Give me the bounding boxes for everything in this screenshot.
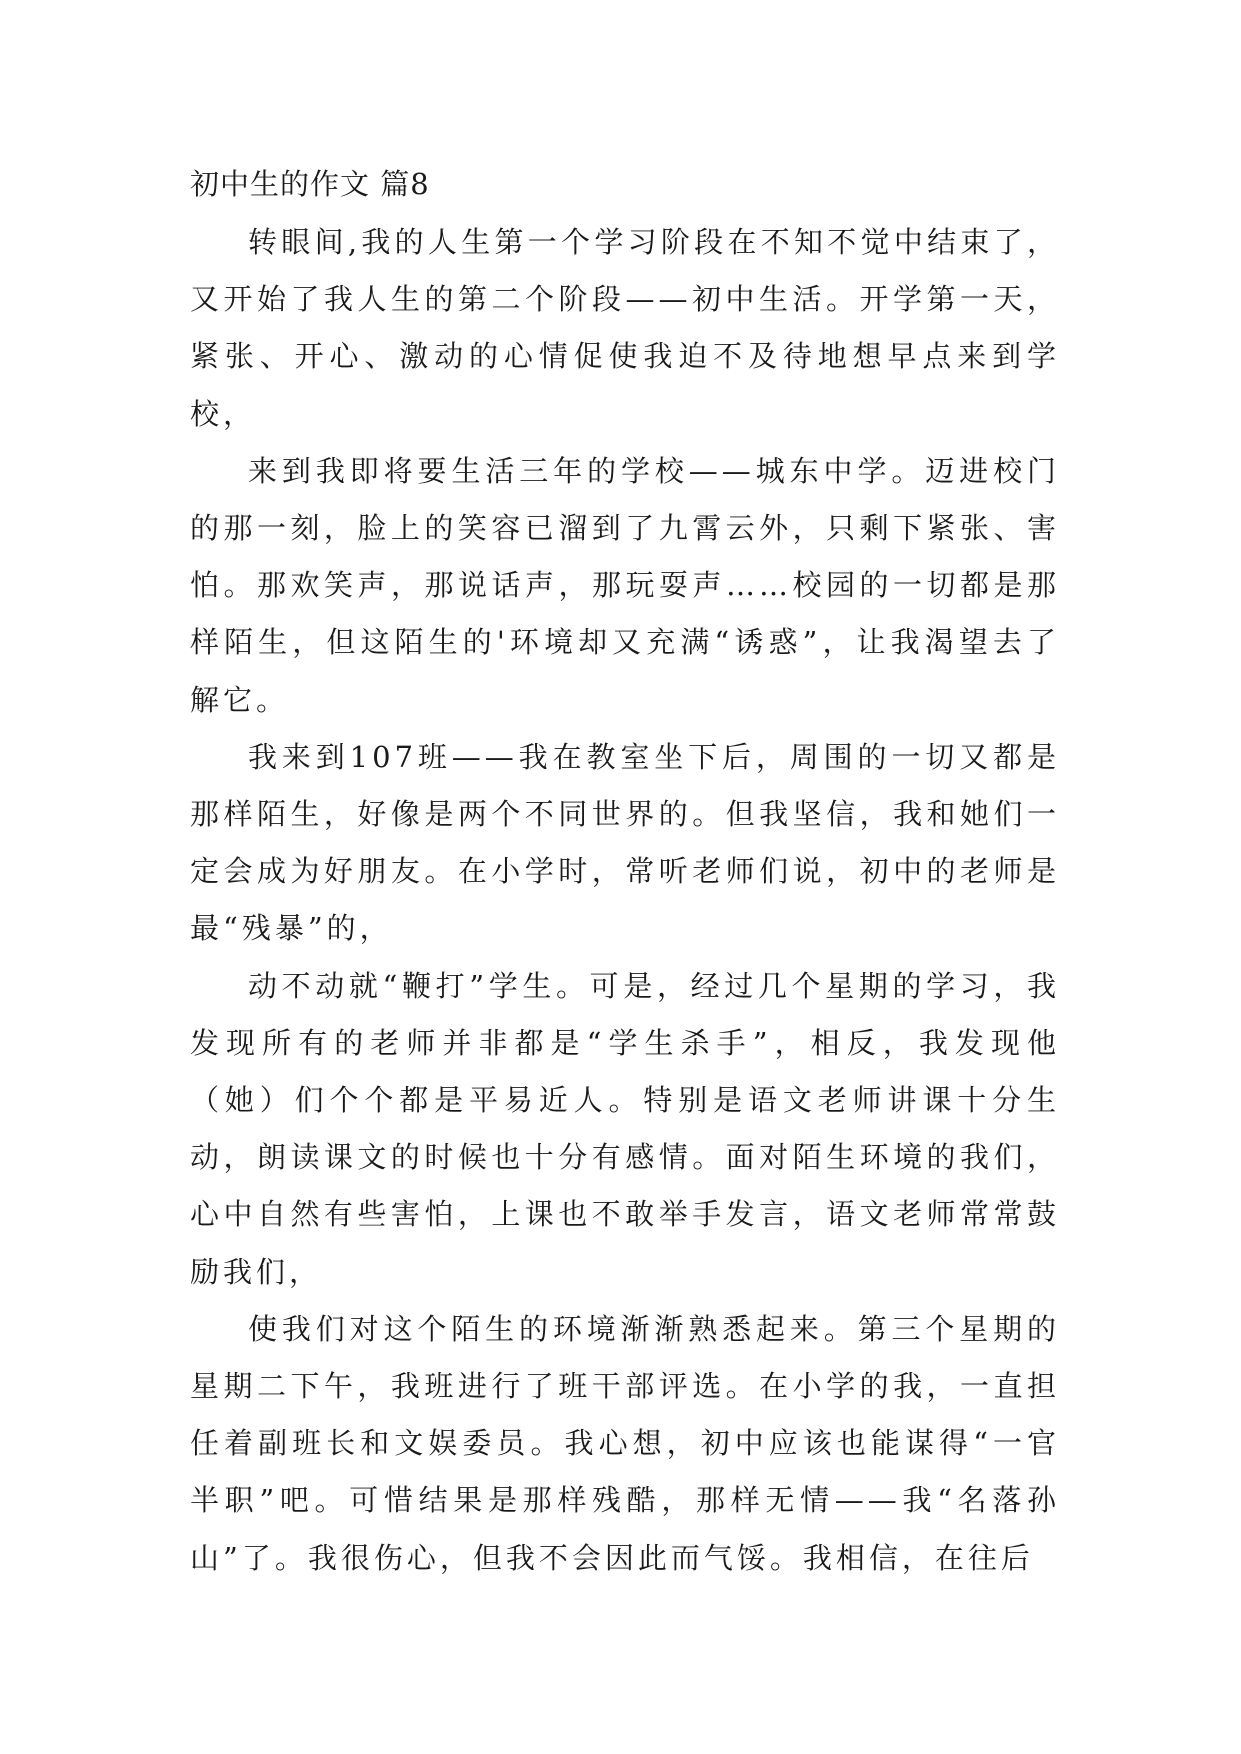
paragraph-1: 转眼间,我的人生第一个学习阶段在不知不觉中结束了，又开始了我人生的第二个阶段——初中生活。开学第一天，紧张、开心、激动的心情促使我迫不及待地想早点来到学校， bbox=[190, 225, 1060, 431]
paragraph-3: 我来到107班——我在教室坐下后，周围的一切又都是那样陌生，好像是两个不同世界的。但我坚信，我和她们一定会成为好朋友。在小学时，常听老师们说，初中的老师是最“残暴”的， bbox=[190, 739, 1060, 946]
essay-body bbox=[190, 158, 1060, 1587]
paragraph-4: 动不动就“鞭打”学生。可是，经过几个星期的学习，我发现所有的老师并非都是“学生杀手”，相反，我发现他（她）们个个都是平易近人。特别是语文老师讲课十分生动，朗读课文的时候也十分有感情。面对陌生环境的我们，心中自然有些害怕，上课也不敢举手发言，语文老师常常鼓励我们， bbox=[190, 968, 1060, 1289]
paragraph-2: 来到我即将要生活三年的学校——城东中学。迈进校门的那一刻，脸上的笑容已溜到了九霄云外，只剩下紧张、害怕。那欢笑声，那说话声，那玩耍声……校园的一切都是那样陌生，但这陌生的'环境却又充满“诱惑”，让我渴望去了解它。 bbox=[190, 453, 1060, 717]
essay-title: 初中生的作文 篇8 bbox=[190, 167, 430, 201]
paragraph-5: 使我们对这个陌生的环境渐渐熟悉起来。第三个星期的星期二下午，我班进行了班干部评选。在小学的我，一直担任着副班长和文娱委员。我心想，初中应该也能谋得“一官半职”吧。可惜结果是那样残酷，那样无情——我“名落孙山”了。我很伤心，但我不会因此而气馁。我相信，在往后 bbox=[190, 1311, 1060, 1575]
